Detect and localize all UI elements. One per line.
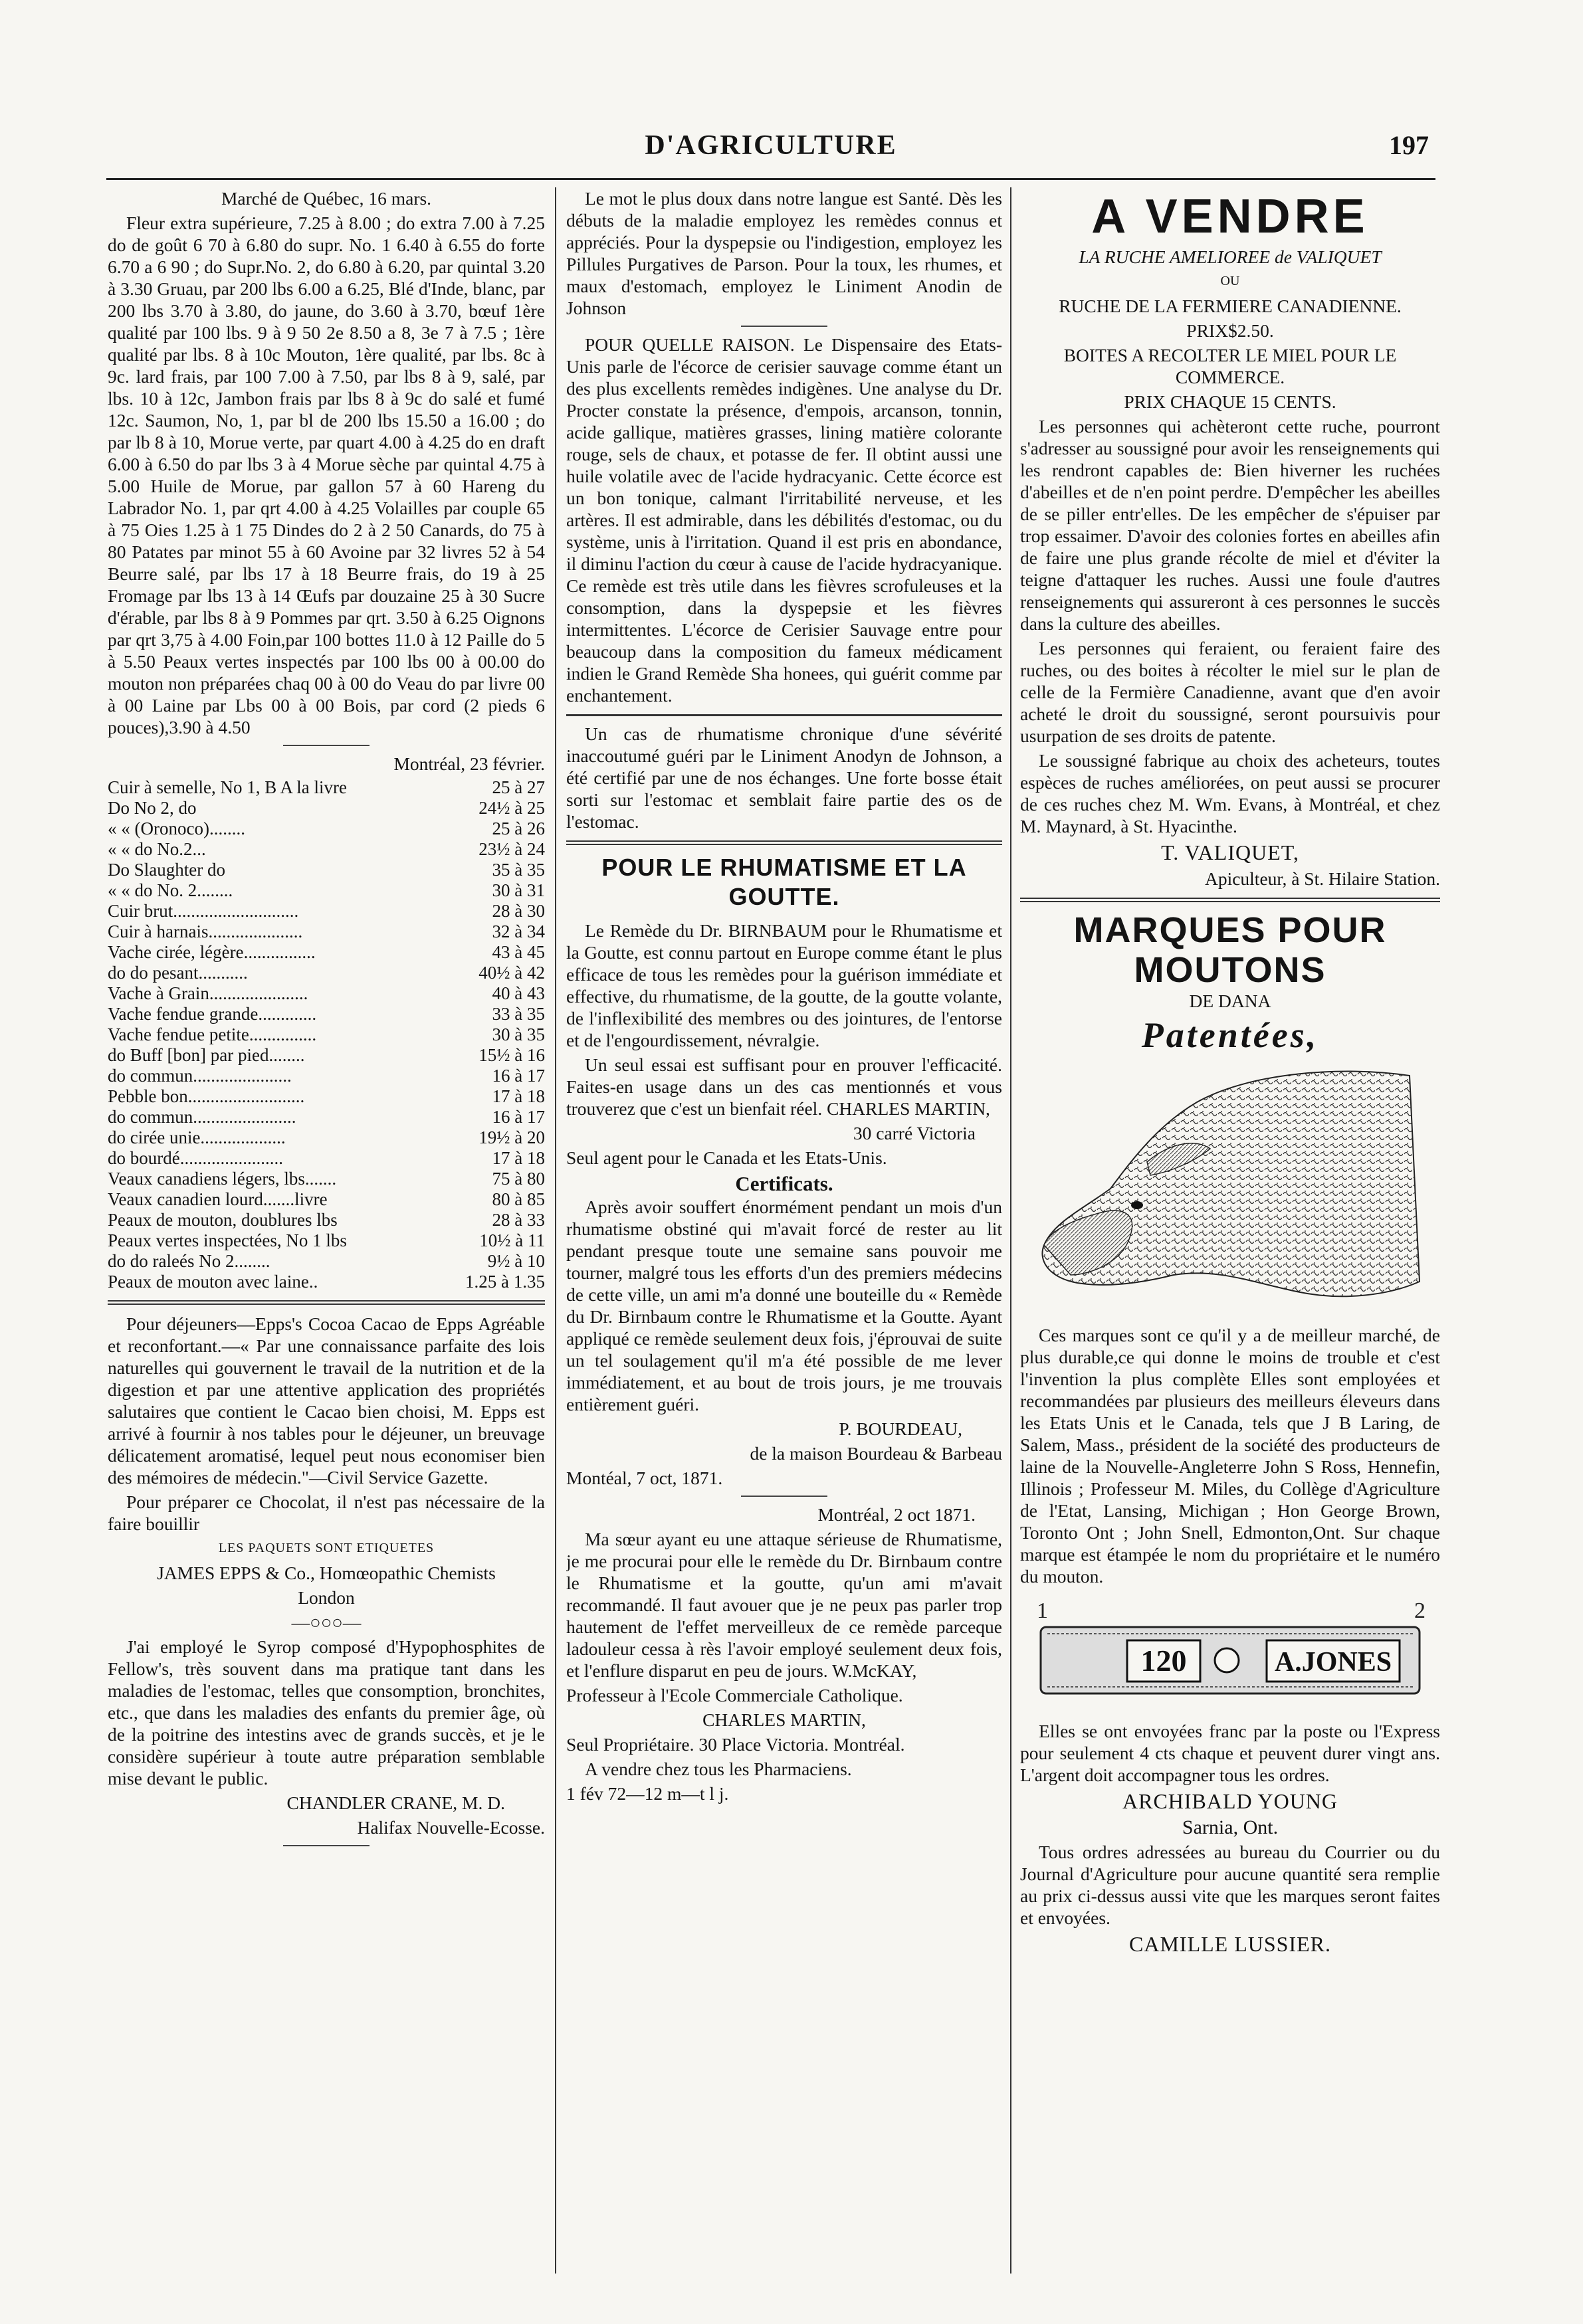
mckay-title: Professeur à l'Ecole Commerciale Catholique. (566, 1685, 903, 1705)
ruche-patent-warning: Les personnes qui feraient, ou feraient faire des ruches, ou des boites à récolter le miel sur le plan de celle de la Fermière Canadienne, avant que d'en avoir acheté le droit du soussigné, seront poursuivis pour usurpation de ses droits de patente. (1020, 638, 1440, 746)
leather-price: 10½ à 11 (479, 1230, 545, 1250)
marques-dedana: DE DANA (1189, 991, 1271, 1011)
leather-price-row (108, 860, 545, 880)
leather-item: do commun...................... (108, 1066, 292, 1086)
market-quebec-dateline: Marché de Québec, 16 mars. (221, 188, 432, 209)
marques-shipping: Elles se ont envoyées franc par la poste ou l'Express pour seulement 4 cts chaque et peuvent durer vingt ans. L'argent doit accompagner tous les ordres. (1020, 1721, 1440, 1785)
section-rule (108, 1300, 545, 1305)
section-rule (566, 840, 1002, 845)
leather-price-row (108, 1230, 545, 1251)
martin-agent: Seul agent pour le Canada et les Etats-Unis. (566, 1147, 887, 1168)
leather-price-row (108, 1045, 545, 1066)
bourdeau-signature: P. BOURDEAU, (839, 1418, 962, 1439)
header-rule (106, 178, 1435, 180)
lussier-signature: CAMILLE LUSSIER. (1129, 1932, 1331, 1956)
leather-price-row (108, 921, 545, 942)
leather-price-row (108, 798, 545, 819)
leather-price-row (108, 1066, 545, 1086)
martin-address: 30 carré Victoria (853, 1123, 976, 1143)
leather-item: Cuir à semelle, No 1, B A la livre (108, 777, 347, 797)
column-divider-1 (555, 187, 556, 2274)
leather-price-row (108, 819, 545, 839)
insertion-code: 1 fév 72—12 m—t l j. (566, 1783, 729, 1804)
epps-packets-note: LES PAQUETS SONT ETIQUETES (218, 1541, 435, 1555)
marques-description: Ces marques sont ce qu'il y a de meilleur marché, de plus durable,ce qui donne le moins de trouble et c'est l'invention la plus complète Elles sont employées et recommandées par plusieurs des meilleurs éleveurs dans les Etats Unis et le Canada, tels que J B Laring, de Salem, Mass., président de la société des producteurs de laine de la Nouvelle-Angleterre John S Ross, Hennefin, Illinois ; Professeur M. Miles, du Collège d'Agriculture de l'Etat, Lansing, Michigan ; Hon George Brown, Toronto Ont ; John Snell, Edmonton,Ont. Sur chaque marque est étampée le nom du propriétaire et le numéro du mouton. (1020, 1325, 1440, 1587)
leather-price-row (108, 1251, 545, 1272)
tag-label-2: 2 (1414, 1598, 1425, 1623)
tag-label-1: 1 (1037, 1598, 1048, 1623)
leather-price-row (108, 839, 545, 860)
marques-orders: Tous ordres adressées au bureau du Courrier ou du Journal d'Agriculture pour aucune quantité sera remplie au prix ci-dessus aussi vite que les marques seront faites et envoyées. (1020, 1842, 1440, 1928)
leather-item: do do raleés No 2........ (108, 1251, 270, 1271)
ruche-fermiere: RUCHE DE LA FERMIERE CANADIENNE. (1059, 296, 1402, 316)
patentees-heading: Patentées, (1141, 1015, 1319, 1055)
sheep-head-engraving (1031, 1062, 1429, 1315)
leather-price-row (108, 963, 545, 983)
mckay-date: Montréal, 2 oct 1871. (817, 1504, 976, 1525)
leather-price-row (108, 983, 545, 1004)
young-city: Sarnia, Ont. (1182, 1816, 1279, 1838)
leather-price: 16 à 17 (492, 1107, 545, 1127)
leather-price: 1.25 à 1.35 (465, 1272, 545, 1292)
leather-price: 23½ à 24 (478, 839, 545, 859)
boites-heading: BOITES A RECOLTER LE MIEL POUR LE COMMERCE. (1063, 345, 1397, 387)
leather-item: Peaux vertes inspectées, No 1 lbs (108, 1230, 347, 1250)
column-divider-2 (1010, 187, 1011, 2274)
leather-item: Vache fendue grande............. (108, 1004, 317, 1024)
leather-price-row (108, 880, 545, 901)
ruche-amelioree: LA RUCHE AMELIOREE de VALIQUET (1079, 246, 1382, 267)
ruche-availability: Le soussigné fabrique au choix des acheteurs, toutes espèces de ruches améliorées, on peut aussi se procurer de ces ruches chez M. Wm. Evans, à Montréal, et chez M. Maynard, à St. Hyacinthe. (1020, 750, 1440, 836)
leather-price: 30 à 31 (492, 880, 545, 900)
leather-item: do commun....................... (108, 1107, 296, 1127)
separator (283, 745, 369, 746)
certificats-heading: Certificats. (735, 1172, 833, 1195)
leather-price: 9½ à 10 (487, 1251, 545, 1271)
fellows-testimonial: J'ai employé le Syrop composé d'Hypophosphites de Fellow's, très souvent dans ma pratique tant dans les maladies de l'estomac, telles que consomption, bronchites, etc., que dans les maladies des enfants du premier âge, où de la poitrine des intestins avec de grands succès, et je le considère supérieur à toute autre préparation semblable mise devant le public. (108, 1636, 545, 1789)
leather-price-row (108, 777, 545, 798)
market-montreal-dateline: Montréal, 23 février. (393, 753, 545, 774)
birnbaum-essai: Un seul essai est suffisant pour en prouver l'efficacité. Faites-en usage dans un des cas mentionnés et vous trouverez que c'est un bienfait réel. CHARLES MARTIN, (566, 1054, 1002, 1119)
valiquet-signature: T. VALIQUET, (1161, 840, 1299, 864)
leather-price-row (108, 1189, 545, 1210)
marques-heading: MARQUES POUR MOUTONS (1073, 910, 1387, 990)
tag-name: A.JONES (1274, 1647, 1392, 1678)
leather-price: 16 à 17 (492, 1066, 545, 1086)
leather-item: do Buff [bon] par pied........ (108, 1045, 305, 1065)
a-vendre-heading: A VENDRE (1091, 190, 1369, 243)
fellows-signature: CHANDLER CRANE, M. D. (286, 1792, 505, 1813)
young-signature: ARCHIBALD YOUNG (1122, 1789, 1338, 1813)
leather-price-row (108, 901, 545, 921)
epps-city: London (298, 1587, 355, 1608)
fellows-city: Halifax Nouvelle-Ecosse. (357, 1817, 545, 1838)
leather-price: 25 à 26 (492, 819, 545, 838)
leather-price-row (108, 1107, 545, 1127)
leather-price: 80 à 85 (492, 1189, 545, 1209)
market-quebec-prices: Fleur extra supérieure, 7.25 à 8.00 ; do extra 7.00 à 7.25 do de goût 6 70 à 6.80 do supr. No. 1 6.40 à 6.55 do forte 6.70 a 6 90 ; do Supr.No. 2, do 6.80 à 6.20, par quintal 3.20 à 3.30 Gruau, par 200 lbs 6.00 a 6.25, Blé d'Inde, blanc, par 200 lbs 3.70 à 3.80, do jaune, do 3.60 à 3.70, bœuf 1ère qualité par 100 lbs. 9 à 9 50 2e 8.50 a 8, 3e 7 à 7.5 ; 1ère qualité par lbs. 8 à 10c Mouton, 1ère qualité, par lbs. 8c à 9c. lard frais, par 100 7.00 à 7.50, par lbs 8 à 9, salé, par lbs. 10 à 12c, Jambon frais par lbs 8 à 9c do salé et fumé 12c. Saumon, No, 1, par bl de 200 lbs 15.50 a 16.00 ; do par lb 8 à 10, Morue verte, par quart 4.00 à 4.25 do en draft 6.00 à 6.50 do par lbs 3 à 4 Morue sèche par quintal 4.75 à 5.00 Huile de Morue, par gallon 57 à 60 Hareng du Labrador No. 1, par qrt 4.00 à 4.25 Volailles par couple 65 à 75 Oies 1.25 à 1 75 Dindes do 2 à 2 50 Canards, do 75 à 80 Patates par minot 55 à 60 Avoine par 32 livres 52 à 54 Beurre salé, par lbs 17 à 18 Beurre frais, do 19 à 25 Fromage par lbs 13 à 14 Œufs par douzaine 25 à 30 Sucre d'érable, par lbs 8 à 9 Pommes par qrt. 3.50 à 6.25 Oignons par qrt 3,75 à 4.00 Foin,par 100 bottes 11.0 à 12 Paille do 5 à 5.50 Peaux vertes inspectés par 100 lbs 00 à 00.00 do mouton non préparées chaq 00 à 00 do Veau do par livre 00 à 00 Laine par Lbs 00 à 00 Bois, par cord (2 pieds 6 pouces),3.90 à 4.50 (108, 213, 545, 737)
column-remedies (566, 187, 1002, 2280)
leather-price: 28 à 30 (492, 901, 545, 921)
valiquet-title: Apiculteur, à St. Hilaire Station. (1204, 868, 1440, 889)
leather-item: Vache fendue petite............... (108, 1024, 317, 1044)
leather-item: Vache à Grain...................... (108, 983, 308, 1003)
leather-price: 43 à 45 (492, 942, 545, 962)
tag-number: 120 (1140, 1644, 1187, 1678)
rhumatisme-heading: POUR LE RHUMATISME ET LA GOUTTE. (601, 854, 967, 910)
leather-price: 25 à 27 (492, 777, 545, 797)
leather-price: 33 à 35 (492, 1004, 545, 1024)
leather-item: « « do No.2... (108, 839, 206, 859)
section-rule (566, 714, 1002, 716)
ruche-description: Les personnes qui achèteront cette ruche, pourront s'adresser au soussigné pour avoir les renseignements qui les rendront capables de: Bien hiverner les ruchées d'abeilles et de n'en point perdre. D'empêcher les abeilles de se piller entr'elles. De les empêcher de s'épuiser par trop essaimer. D'avoir des colonies fortes en abeilles afin de faire une plus grande récolte de miel et d'éviter la teigne d'attaquer les ruches. Aussi une foule d'autres renseignements qui assureront à ces personnes le succès dans la culture des abeilles. (1020, 416, 1440, 634)
leather-price-row (108, 1210, 545, 1230)
leather-item: « « (Oronoco)........ (108, 819, 245, 838)
leather-price-row (108, 1024, 545, 1045)
column-markets (108, 187, 545, 2280)
separator (741, 1496, 827, 1497)
leather-item: Cuir à harnais..................... (108, 921, 303, 941)
leather-price: 19½ à 20 (478, 1127, 545, 1147)
leather-item: do do pesant........... (108, 963, 248, 983)
pharmacies-note: A vendre chez tous les Pharmaciens. (585, 1759, 852, 1779)
leather-price: 35 à 35 (492, 860, 545, 880)
page-header (106, 130, 1435, 169)
leather-price-table (108, 777, 545, 1292)
leather-price: 15½ à 16 (478, 1045, 545, 1065)
birnbaum-ad: Le Remède du Dr. BIRNBAUM pour le Rhumatisme et la Goutte, est connu partout en Europe comme étant le plus efficace de tous les remèdes pour la guérison immédiate et effective, du rhumatisme, de la goutte, de la goutte volante, de l'inflexibilité des membres ou des jointures, de l'entorse et de l'engourdissement, névralgie. (566, 920, 1002, 1050)
bourdeau-firm: de la maison Bourdeau & Barbeau (750, 1443, 1002, 1464)
epps-firm: JAMES EPPS & Co., Homœopathic Chemists (157, 1563, 496, 1583)
column-advertisements (1020, 187, 1440, 2280)
leather-item: Veaux canadiens légers, lbs....... (108, 1169, 337, 1189)
leather-price-row (108, 1127, 545, 1148)
boites-price: PRIX CHAQUE 15 CENTS. (1124, 391, 1336, 412)
certificate-mckay: Ma sœur ayant eu une attaque sérieuse de Rhumatisme, je me procurai pour elle le remède du Dr. Birnbaum contre le Rhumatisme et la goutte, qu'un ami m'avait recommandé. Il faut avouer que je ne peux pas parler trop hautement de l'effet merveilleux de ce remède parceque ladouleur cessa à rès l'avoir employé seulement deux fois, et l'enflure disparut en peu de jours. W.McKAY, (566, 1529, 1002, 1681)
epps-prepare-note: Pour préparer ce Chocolat, il n'est pas nécessaire de la faire bouillir (108, 1492, 545, 1534)
leather-item: Veaux canadien lourd.......livre (108, 1189, 328, 1209)
leather-price-row (108, 1004, 545, 1024)
leather-price: 75 à 80 (492, 1169, 545, 1189)
leather-item: Peaux de mouton, doublures lbs (108, 1210, 338, 1230)
leather-item: Do No 2, do (108, 798, 197, 818)
section-rule (1020, 898, 1440, 902)
ear-tag-illustration (1027, 1595, 1433, 1708)
cerisier-article: POUR QUELLE RAISON. Le Dispensaire des Etats-Unis parle de l'écorce de cerisier sauvage comme étant un des plus excellents remèdes indigènes. Une analyse du Dr. Procter constate la présence, d'empois, arcanson, tonnin, acide gallique, matières grasses, lining matière colorante rouge, sels de chaux, et potasse de fer. Il obtint aussi une huile volatile avec de l'acide hydracyanic. Cette écorce est un bon tonique, calmant l'irritabilité nerveuse, et les artères. Il est admirable, dans les débilités d'estomac, ou du système, unis à l'irritation. Quand il est pris en abondance, il diminu l'action du cœur à cause de l'acide hydracyanique. Ce remède est très utile dans les fièvres scrofuleuses et la consomption, dans la dyspepsie et les fièvres intermittentes. L'écorce de Cerisier Sauvage entre pour beaucoup dans la composition du fameux médicament indien le Grand Remède Sha honees, qui guérit comme par enchantement. (566, 334, 1002, 706)
leather-price: 28 à 33 (492, 1210, 545, 1230)
leather-price: 17 à 18 (492, 1086, 545, 1106)
ornament: —○○○— (291, 1612, 362, 1632)
leather-item: « « do No. 2........ (108, 880, 233, 900)
martin-signature: CHARLES MARTIN, (702, 1709, 866, 1730)
running-title: D'AGRICULTURE (645, 130, 897, 161)
separator (283, 1845, 369, 1846)
leather-price: 40 à 43 (492, 983, 545, 1003)
leather-price: 40½ à 42 (478, 963, 545, 983)
leather-price-row (108, 1086, 545, 1107)
leather-item: Pebble bon.......................... (108, 1086, 305, 1106)
separator (741, 326, 827, 327)
ruche-ou: OU (1220, 274, 1240, 288)
leather-price-row (108, 1272, 545, 1292)
leather-item: do cirée unie................... (108, 1127, 286, 1147)
leather-item: do bourdé....................... (108, 1148, 283, 1168)
leather-price: 24½ à 25 (478, 798, 545, 818)
leather-price-row (108, 1169, 545, 1189)
leather-price: 30 à 35 (492, 1024, 545, 1044)
bourdeau-date: Montéal, 7 oct, 1871. (566, 1468, 723, 1488)
certificate-bourdeau: Après avoir souffert énormément pendant un mois d'un rhumatisme obstiné qui m'avait forcé de rester au lit pendant presque toute une semaine sans pouvoir me tourner, malgré tous les efforts d'un des premiers médecins de cette ville, un ami m'a donné une bouteille du « Remède du Dr. Birnbaum contre le Rhumatisme et la Goutte. Ayant appliqué ce remède seulement deux fois, j'éprouvai de suite un tel soulagement qu'il m'a été possible de me lever immédiatement, et au bout de trois jours, je me trouvais entièrement guéri. (566, 1197, 1002, 1414)
leather-price-row (108, 942, 545, 963)
epps-cocoa-ad: Pour déjeuners—Epps's Cocoa Cacao de Epps Agréable et reconfortant.—« Par une connaissance parfaite des lois naturelles qui gouvernent le travail de la nutrition et de la digestion et par une attentive application des propriétés salutaires que contient le Cacao bien choisi, M. Epps est arrivé à fournir à nos tables pour le déjeuner, un breuvage délicatement aromatisé, lequel peut nous economiser bien des mémoires de médecin."—Civil Service Gazette. (108, 1313, 545, 1488)
leather-price-row (108, 1148, 545, 1169)
sante-intro: Le mot le plus doux dans notre langue est Santé. Dès les débuts de la maladie employez les remèdes connus et appréciés. Pour la dyspepsie ou l'indigestion, employez les Pillules Purgatives de Parson. Pour la toux, les rhumes, et maux d'estomach, employez le Liniment Anodin de Johnson (566, 188, 1002, 318)
leather-price: 17 à 18 (492, 1148, 545, 1168)
page-number: 197 (1389, 130, 1429, 160)
leather-item: Peaux de mouton avec laine.. (108, 1272, 318, 1292)
leather-item: Vache cirée, légère................ (108, 942, 316, 962)
rhumatisme-case: Un cas de rhumatisme chronique d'une sévérité inaccoutumé guéri par le Liniment Anodyn de Johnson, a été certifié par une de nos échanges. Une forte bosse était sorti sur l'estomac et semblait faire partie des os de l'estomac. (566, 724, 1002, 832)
ruche-price: PRIX$2.50. (1186, 320, 1274, 341)
leather-item: Do Slaughter do (108, 860, 225, 880)
leather-item: Cuir brut............................ (108, 901, 299, 921)
martin-proprietor: Seul Propriétaire. 30 Place Victoria. Montréal. (566, 1734, 905, 1755)
leather-price: 32 à 34 (492, 921, 545, 941)
